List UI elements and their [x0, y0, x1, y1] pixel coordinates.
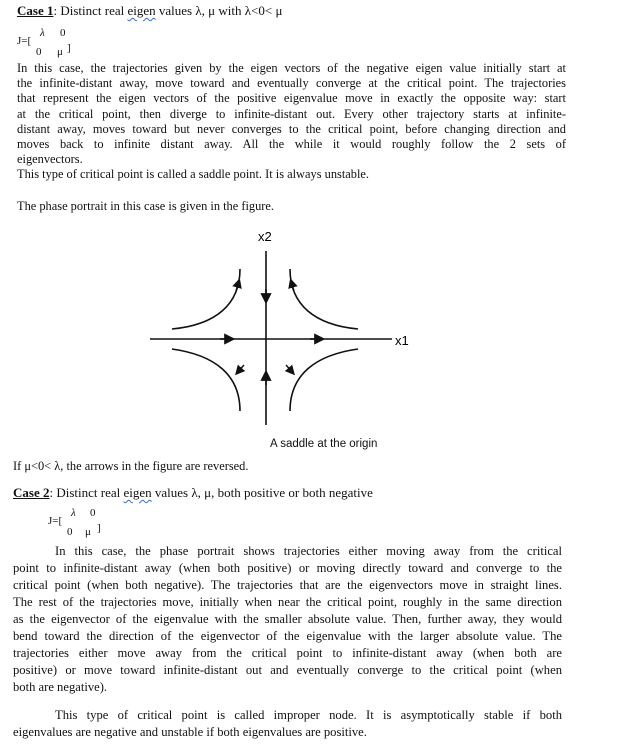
- case2-paragraph: [13, 543, 562, 696]
- case1-matrix-bracket: ]: [67, 42, 71, 54]
- case1-heading-text-b: values λ, μ with λ<0< μ: [155, 3, 283, 18]
- case1-paragraph: [17, 61, 566, 183]
- paragraph-line: that represent the eigen vectors of the positive eigenvalue move in exactly the opposite way: start: [17, 91, 566, 106]
- paragraph-line: In this case, the phase portrait shows trajectories either moving away from the critical: [55, 544, 562, 558]
- paragraph-line: at the critical point, then diverge to infinite-distant out. Every other trajectory starts at infinite-: [17, 106, 566, 121]
- paragraph-line: moves back to infinite distant away. All the while it would roughly follow the 2 sets of: [17, 137, 566, 152]
- case1-matrix-a22: μ: [57, 46, 63, 58]
- case2-heading-eigen: eigen: [123, 485, 152, 500]
- paragraph-line: eigenvectors.: [17, 152, 83, 167]
- case1-heading: [17, 3, 282, 19]
- paragraph-line: critical point (when both negative). The trajectories that are the eigenvectors move in straight lines.: [13, 578, 562, 592]
- paragraph-line: point to infinite-distant away (when both positive) or moving directly toward and converge to the: [13, 561, 562, 575]
- case1-matrix: [17, 28, 87, 60]
- case1-heading-text-a: : Distinct real: [53, 3, 128, 18]
- figure-intro: The phase portrait in this case is given in the figure.: [17, 199, 275, 213]
- case2-heading-text-b: values λ, μ, both positive or both negative: [151, 485, 373, 500]
- figure-caption: A saddle at the origin: [270, 438, 378, 450]
- paragraph-line: eigenvalues are negative and unstable if both eigenvalues are positive.: [13, 725, 367, 739]
- paragraph-line: bend toward the direction of the eigenvector of the eigenvalue with the larger absolute value. The: [13, 629, 562, 643]
- paragraph-line: as the eigenvector of the eigenvalue with the smaller absolute value. Then, further away, they would: [13, 612, 562, 626]
- trajectory-upper-right: [290, 269, 358, 329]
- case2-heading: [13, 485, 373, 501]
- case2-matrix-a22: μ: [85, 526, 91, 538]
- paragraph-line: In this case, the trajectories given by the eigen vectors of the negative eigen value initially start at: [17, 61, 566, 75]
- trajectory-lower-left: [172, 349, 240, 411]
- case1-heading-eigen: eigen: [127, 3, 156, 18]
- case1-label: Case 1: [17, 3, 54, 18]
- paragraph-line: trajectories either move away from the critical point to infinite-distant away (when both are: [13, 646, 562, 660]
- x-axis-label: x1: [395, 333, 409, 348]
- paragraph-line: This type of critical point is called improper node. It is asymptotically stable if both: [55, 708, 562, 722]
- case2-matrix: [48, 508, 118, 540]
- case2-matrix-bracket: ]: [97, 522, 101, 534]
- case1-matrix-a11: λ: [40, 27, 45, 39]
- paragraph-line: The rest of the trajectories move, initially when near the critical point, roughly in the same direction: [13, 595, 562, 609]
- paragraph-line: distant away, moves toward but never converges to the critical point, before changing direction and: [17, 121, 566, 136]
- case2-label: Case 2: [13, 485, 50, 500]
- case2-matrix-a12: 0: [90, 507, 96, 519]
- case2-matrix-prefix: J=[: [48, 515, 63, 527]
- case2-heading-text-a: : Distinct real: [49, 485, 124, 500]
- case1-matrix-a12: 0: [60, 27, 66, 39]
- case1-matrix-prefix: J=[: [17, 35, 32, 47]
- trajectory-upper-left: [172, 269, 240, 329]
- paragraph-line: the infinite-distant away, move toward and eventually converge at the critical point. The trajectories: [17, 76, 566, 91]
- case2-matrix-a21: 0: [67, 526, 73, 538]
- saddle-sentence: This type of critical point is called a saddle point. It is always unstable.: [17, 167, 370, 182]
- reversed-note: If μ<0< λ, the arrows in the figure are reversed.: [13, 459, 249, 473]
- y-axis-label: x2: [258, 229, 272, 244]
- saddle-phase-portrait: [140, 225, 490, 435]
- trajectory-lower-right: [290, 349, 358, 411]
- case1-matrix-a21: 0: [36, 46, 42, 58]
- case2-matrix-a11: λ: [71, 507, 76, 519]
- paragraph-line: both are negative).: [13, 680, 108, 694]
- paragraph-line: positive) or move toward infinite-distant out and eventually converge to the critical point (when: [13, 663, 562, 677]
- case2-closing: [13, 707, 562, 741]
